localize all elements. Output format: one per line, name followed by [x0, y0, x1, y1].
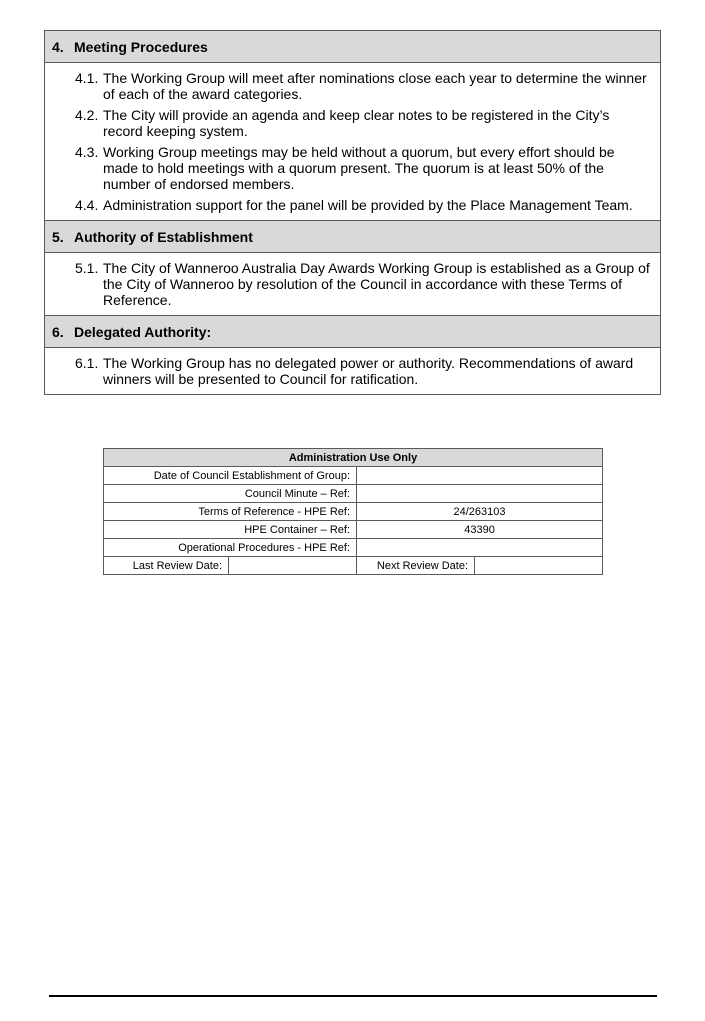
admin-row-value [357, 539, 603, 557]
admin-row-label: Terms of Reference - HPE Ref: [104, 503, 357, 521]
clause-text: The City of Wanneroo Australia Day Awards Working Group is established as a Group of the City of Wanneroo by resolution of the Council in accordance with these Terms of Reference. [103, 260, 650, 308]
section-body [45, 253, 661, 316]
clause-text: Administration support for the panel will be provided by the Place Management Team. [103, 197, 633, 213]
clause [75, 197, 652, 213]
last-review-label: Last Review Date: [104, 557, 229, 575]
clause [75, 107, 652, 139]
section-number: 5. [52, 228, 64, 245]
admin-row-label: Council Minute – Ref: [104, 485, 357, 503]
clause-text: The Working Group will meet after nominations close each year to determine the winner of each of the award categories. [103, 70, 647, 102]
clause-text: Working Group meetings may be held without a quorum, but every effort should be made to hold meetings with a quorum present. The quorum is at least 50% of the number of endorsed members. [103, 144, 615, 192]
clause [75, 260, 652, 308]
next-review-label: Next Review Date: [357, 557, 475, 575]
section-title: Meeting Procedures [74, 38, 208, 55]
admin-row [104, 503, 603, 521]
section-number: 6. [52, 323, 64, 340]
section-title: Delegated Authority: [74, 323, 212, 340]
administration-use-table [103, 448, 603, 575]
section-title: Authority of Establishment [74, 228, 253, 245]
terms-of-reference-table [44, 30, 661, 395]
clause-number: 4.2. [75, 107, 99, 123]
clause-number: 4.3. [75, 144, 99, 160]
admin-row [104, 521, 603, 539]
admin-row-label: HPE Container – Ref: [104, 521, 357, 539]
clause [75, 355, 652, 387]
admin-row-label: Date of Council Establishment of Group: [104, 467, 357, 485]
admin-row-label: Operational Procedures - HPE Ref: [104, 539, 357, 557]
clause [75, 144, 652, 192]
admin-row [104, 485, 603, 503]
section-number: 4. [52, 38, 64, 55]
clause-number: 4.1. [75, 70, 99, 86]
last-review-value [229, 557, 357, 575]
clause-number: 5.1. [75, 260, 99, 276]
admin-row-value: 24/263103 [357, 503, 603, 521]
admin-table-title: Administration Use Only [104, 449, 603, 467]
clause-text: The City will provide an agenda and keep clear notes to be registered in the City’s record keeping system. [103, 107, 610, 139]
footer-rule [49, 995, 657, 997]
section-header [45, 31, 661, 63]
section-body [45, 63, 661, 221]
admin-row-value [357, 467, 603, 485]
clause-text: The Working Group has no delegated power or authority. Recommendations of award winners will be presented to Council for ratification. [103, 355, 634, 387]
section-header [45, 221, 661, 253]
admin-row-value: 43390 [357, 521, 603, 539]
section-body [45, 348, 661, 395]
clause [75, 70, 652, 102]
next-review-value [475, 557, 603, 575]
admin-row [104, 467, 603, 485]
review-dates-row [104, 557, 603, 575]
admin-row [104, 539, 603, 557]
admin-row-value [357, 485, 603, 503]
clause-number: 4.4. [75, 197, 99, 213]
section-header [45, 316, 661, 348]
clause-number: 6.1. [75, 355, 99, 371]
